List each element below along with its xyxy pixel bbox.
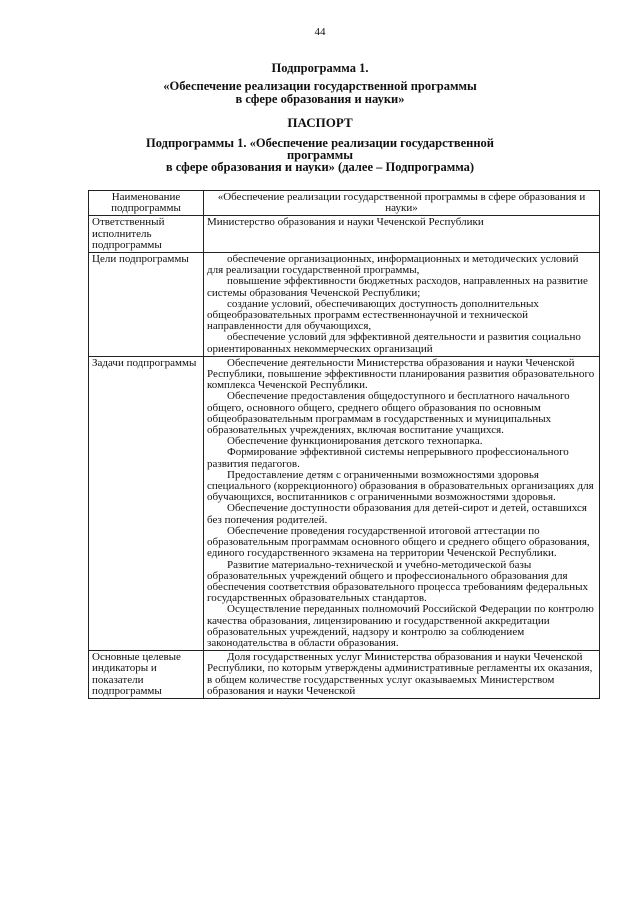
passport-heading-line2: программы (286, 148, 354, 162)
value-paragraph: Обеспечение деятельности Министерства образования и науки Чеченской Республики, повышение эффективности планирования развития образовательного комплекса Чеченской Республики. (207, 356, 595, 392)
row-value (204, 191, 600, 216)
passport-heading-line3: в сфере образования и науки» (далее – Подпрограмма) (165, 160, 475, 174)
subprogram-title: Подпрограмма 1. (271, 61, 369, 75)
subprogram-name-line1: «Обеспечение реализации государственной программы (163, 79, 477, 93)
value-paragraph: Обеспечение предоставления общедоступного и бесплатного начального общего, основного общего, среднего общего образования по основным общеобразовательным программам в государственных и муниципальных образовательных учреждениях, включая воспитание учащихся. (207, 390, 570, 437)
value-paragraph: обеспечение организационных, информационных и методических условий для реализации государственной программы, (207, 253, 579, 277)
row-value (204, 216, 600, 253)
row-label: Ответственный исполнитель подпрограммы (89, 216, 204, 253)
row-value (204, 253, 600, 357)
value-paragraph: Развитие материально-технической и учебно-методической базы образовательных учреждений общего и профессионального образования для обеспечения соответствия образовательного процесса требованиям федеральных государственных образовательных стандартов. (207, 558, 588, 605)
table-row-indicators (89, 651, 600, 699)
table-row-tasks (89, 356, 600, 650)
value-paragraph: Обеспечение доступности образования для детей-сирот и детей, оставшихся без попечения родителей. (207, 502, 587, 526)
passport-heading-line1: Подпрограммы 1. «Обеспечение реализации государственной (146, 136, 494, 150)
value-paragraph: «Обеспечение реализации государственной программы в сфере образования и науки» (217, 191, 586, 215)
value-paragraph: повышение эффективности бюджетных расходов, направленных на развитие системы образования Чеченской Республики; (207, 275, 588, 299)
row-label: Задачи подпрограммы (89, 356, 204, 650)
value-paragraph: Доля государственных услуг Министерства образования и науки Чеченской Республики, по которым утверждены административные регламенты их оказания, в общем количестве государственных услуг оказываемых Министерством образования и науки Чеченской (207, 651, 593, 697)
row-label: Наименование подпрограммы (89, 191, 204, 216)
subprogram-name-line2: в сфере образования и науки» (235, 92, 405, 106)
page-number: 44 (314, 26, 326, 38)
row-value (204, 651, 600, 699)
value-paragraph: Министерство образования и науки Чеченской Республики (207, 216, 484, 229)
table-row-executor (89, 216, 600, 253)
value-paragraph: Обеспечение функционирования детского технопарка. (227, 435, 483, 448)
row-label: Цели подпрограммы (89, 253, 204, 357)
value-paragraph: Обеспечение проведения государственной итоговой аттестации по образовательным программам основного общего и среднего общего образования, единого государственного экзамена на территории Чеченской Республики. (207, 524, 590, 560)
passport-title: ПАСПОРТ (287, 115, 353, 130)
value-paragraph: Предоставление детям с ограниченными возможностями здоровья специального (коррекционного) образования в образовательных организациях для обучающихся, воспитанников с ограниченными возможностями здоровья. (207, 468, 594, 504)
table-row-goals (89, 253, 600, 357)
row-label: Основные целевые индикаторы и показатели подпрограммы (89, 651, 204, 699)
table-row-name (89, 191, 600, 216)
value-paragraph: Осуществление переданных полномочий Российской Федерации по контролю качества образования, лицензированию и государственной аккредитации образовательных учреждений, надзору и контролю за соблюдением законодательства в области образования. (207, 603, 594, 649)
row-value (204, 356, 600, 650)
value-paragraph: создание условий, обеспечивающих доступность дополнительных общеобразовательных программ естественнонаучной и технической направленности для обучающихся, (207, 297, 539, 333)
value-paragraph: обеспечение условий для эффективной деятельности и развития социально ориентированных некоммерческих организаций (207, 331, 581, 355)
value-paragraph: Формирование эффективной системы непрерывного профессионального развития педагогов. (207, 446, 569, 470)
passport-table (88, 190, 600, 699)
